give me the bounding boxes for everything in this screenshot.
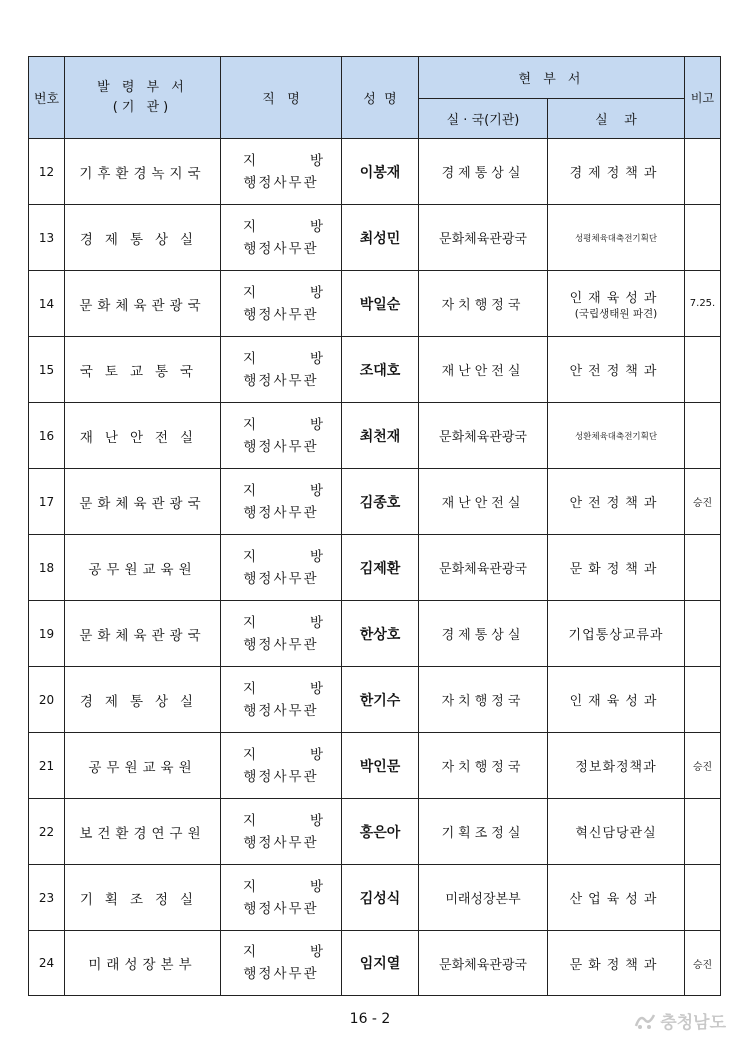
cell-current-gwa: 산업육성과 xyxy=(548,865,685,931)
cell-rank: 지 방 행정사무관 xyxy=(221,205,342,271)
cell-name: 홍은아 xyxy=(342,799,419,865)
cell-remark xyxy=(685,667,721,733)
cell-name: 이봉재 xyxy=(342,139,419,205)
table-row xyxy=(29,337,721,403)
cell-remark: 7.25. xyxy=(685,271,721,337)
cell-current-sil: 자치행정국 xyxy=(419,733,548,799)
cell-dept: 국토교통국 xyxy=(65,337,221,403)
cell-dept: 미래성장본부 xyxy=(65,931,221,996)
cell-remark: 승진 xyxy=(685,931,721,996)
cell-remark xyxy=(685,799,721,865)
chungnam-logo-icon xyxy=(634,1012,656,1030)
cell-dept: 보건환경연구원 xyxy=(65,799,221,865)
header-current-gwa: 실 과 xyxy=(548,99,685,139)
table-row xyxy=(29,931,721,996)
table-row xyxy=(29,139,721,205)
cell-name: 최천재 xyxy=(342,403,419,469)
cell-no: 12 xyxy=(29,139,65,205)
cell-current-gwa: 정보화정책과 xyxy=(548,733,685,799)
cell-current-sil: 재난안전실 xyxy=(419,469,548,535)
header-no: 번호 xyxy=(29,57,65,139)
cell-current-sil: 경제통상실 xyxy=(419,139,548,205)
cell-remark xyxy=(685,865,721,931)
cell-no: 15 xyxy=(29,337,65,403)
cell-rank: 지 방 행정사무관 xyxy=(221,799,342,865)
cell-remark xyxy=(685,403,721,469)
cell-dept: 문화체육관광국 xyxy=(65,271,221,337)
cell-name: 김제환 xyxy=(342,535,419,601)
cell-no: 18 xyxy=(29,535,65,601)
cell-dept: 경제통상실 xyxy=(65,667,221,733)
header-name: 성 명 xyxy=(342,57,419,139)
cell-rank: 지 방 행정사무관 xyxy=(221,337,342,403)
personnel-table xyxy=(28,56,721,996)
cell-remark: 승진 xyxy=(685,469,721,535)
cell-current-gwa: 경제정책과 xyxy=(548,139,685,205)
cell-current-sil: 미래성장본부 xyxy=(419,865,548,931)
cell-dept: 문화체육관광국 xyxy=(65,469,221,535)
page-number: 16 - 2 xyxy=(349,1011,391,1027)
cell-current-gwa: 성평체육대축전기획단 xyxy=(548,205,685,271)
cell-current-gwa: 문화정책과 xyxy=(548,535,685,601)
cell-current-gwa: 기업통상교류과 xyxy=(548,601,685,667)
cell-dept: 공무원교육원 xyxy=(65,733,221,799)
table-row xyxy=(29,865,721,931)
watermark-text: 충청남도 xyxy=(660,1013,726,1033)
header-dept: 발 령 부 서 (기 관) xyxy=(65,57,221,139)
cell-name: 김종호 xyxy=(342,469,419,535)
header-current-sil: 실 · 국(기관) xyxy=(419,99,548,139)
cell-remark xyxy=(685,139,721,205)
cell-no: 24 xyxy=(29,931,65,996)
cell-name: 조대호 xyxy=(342,337,419,403)
cell-current-gwa: 인재육성과 xyxy=(548,667,685,733)
cell-no: 20 xyxy=(29,667,65,733)
cell-dept: 공무원교육원 xyxy=(65,535,221,601)
cell-name: 박인문 xyxy=(342,733,419,799)
table-row xyxy=(29,733,721,799)
table-row xyxy=(29,667,721,733)
cell-rank: 지 방 행정사무관 xyxy=(221,601,342,667)
cell-current-gwa: 안전정책과 xyxy=(548,469,685,535)
cell-name: 임지열 xyxy=(342,931,419,996)
cell-dept: 기후환경녹지국 xyxy=(65,139,221,205)
header-remark: 비고 xyxy=(685,57,721,139)
cell-rank: 지 방 행정사무관 xyxy=(221,865,342,931)
cell-current-sil: 경제통상실 xyxy=(419,601,548,667)
cell-current-gwa: 인재육성과 (국립생태원 파견) xyxy=(548,271,685,337)
cell-current-sil: 문화체육관광국 xyxy=(419,931,548,996)
header-current: 현 부 서 xyxy=(419,57,685,99)
table-row xyxy=(29,535,721,601)
cell-current-gwa: 안전정책과 xyxy=(548,337,685,403)
cell-no: 14 xyxy=(29,271,65,337)
cell-no: 13 xyxy=(29,205,65,271)
cell-current-sil: 문화체육관광국 xyxy=(419,403,548,469)
cell-remark xyxy=(685,337,721,403)
cell-rank: 지 방 행정사무관 xyxy=(221,733,342,799)
cell-rank: 지 방 행정사무관 xyxy=(221,469,342,535)
cell-rank: 지 방 행정사무관 xyxy=(221,535,342,601)
cell-dept: 재난안전실 xyxy=(65,403,221,469)
cell-current-gwa: 혁신담당관실 xyxy=(548,799,685,865)
cell-name: 한상호 xyxy=(342,601,419,667)
cell-no: 19 xyxy=(29,601,65,667)
cell-no: 23 xyxy=(29,865,65,931)
cell-current-sil: 기획조정실 xyxy=(419,799,548,865)
cell-name: 박일순 xyxy=(342,271,419,337)
cell-no: 21 xyxy=(29,733,65,799)
cell-current-gwa: 문화정책과 xyxy=(548,931,685,996)
cell-remark xyxy=(685,601,721,667)
cell-dept: 기획조정실 xyxy=(65,865,221,931)
table-row xyxy=(29,403,721,469)
cell-no: 22 xyxy=(29,799,65,865)
table-row xyxy=(29,799,721,865)
cell-dept: 문화체육관광국 xyxy=(65,601,221,667)
cell-current-sil: 문화체육관광국 xyxy=(419,535,548,601)
cell-rank: 지 방 행정사무관 xyxy=(221,271,342,337)
cell-current-gwa: 성환체육대축전기획단 xyxy=(548,403,685,469)
cell-rank: 지 방 행정사무관 xyxy=(221,403,342,469)
watermark xyxy=(634,1008,726,1033)
cell-current-sil: 자치행정국 xyxy=(419,271,548,337)
cell-name: 김성식 xyxy=(342,865,419,931)
cell-current-sil: 재난안전실 xyxy=(419,337,548,403)
cell-name: 한기수 xyxy=(342,667,419,733)
cell-rank: 지 방 행정사무관 xyxy=(221,139,342,205)
cell-current-sil: 자치행정국 xyxy=(419,667,548,733)
table-row xyxy=(29,601,721,667)
cell-dept: 경제통상실 xyxy=(65,205,221,271)
cell-remark xyxy=(685,205,721,271)
table-row xyxy=(29,271,721,337)
cell-rank: 지 방 행정사무관 xyxy=(221,667,342,733)
cell-name: 최성민 xyxy=(342,205,419,271)
table-row xyxy=(29,205,721,271)
cell-current-sil: 문화체육관광국 xyxy=(419,205,548,271)
cell-remark xyxy=(685,535,721,601)
cell-rank: 지 방 행정사무관 xyxy=(221,931,342,996)
cell-remark: 승진 xyxy=(685,733,721,799)
cell-no: 16 xyxy=(29,403,65,469)
table-row xyxy=(29,469,721,535)
cell-no: 17 xyxy=(29,469,65,535)
header-rank: 직 명 xyxy=(221,57,342,139)
